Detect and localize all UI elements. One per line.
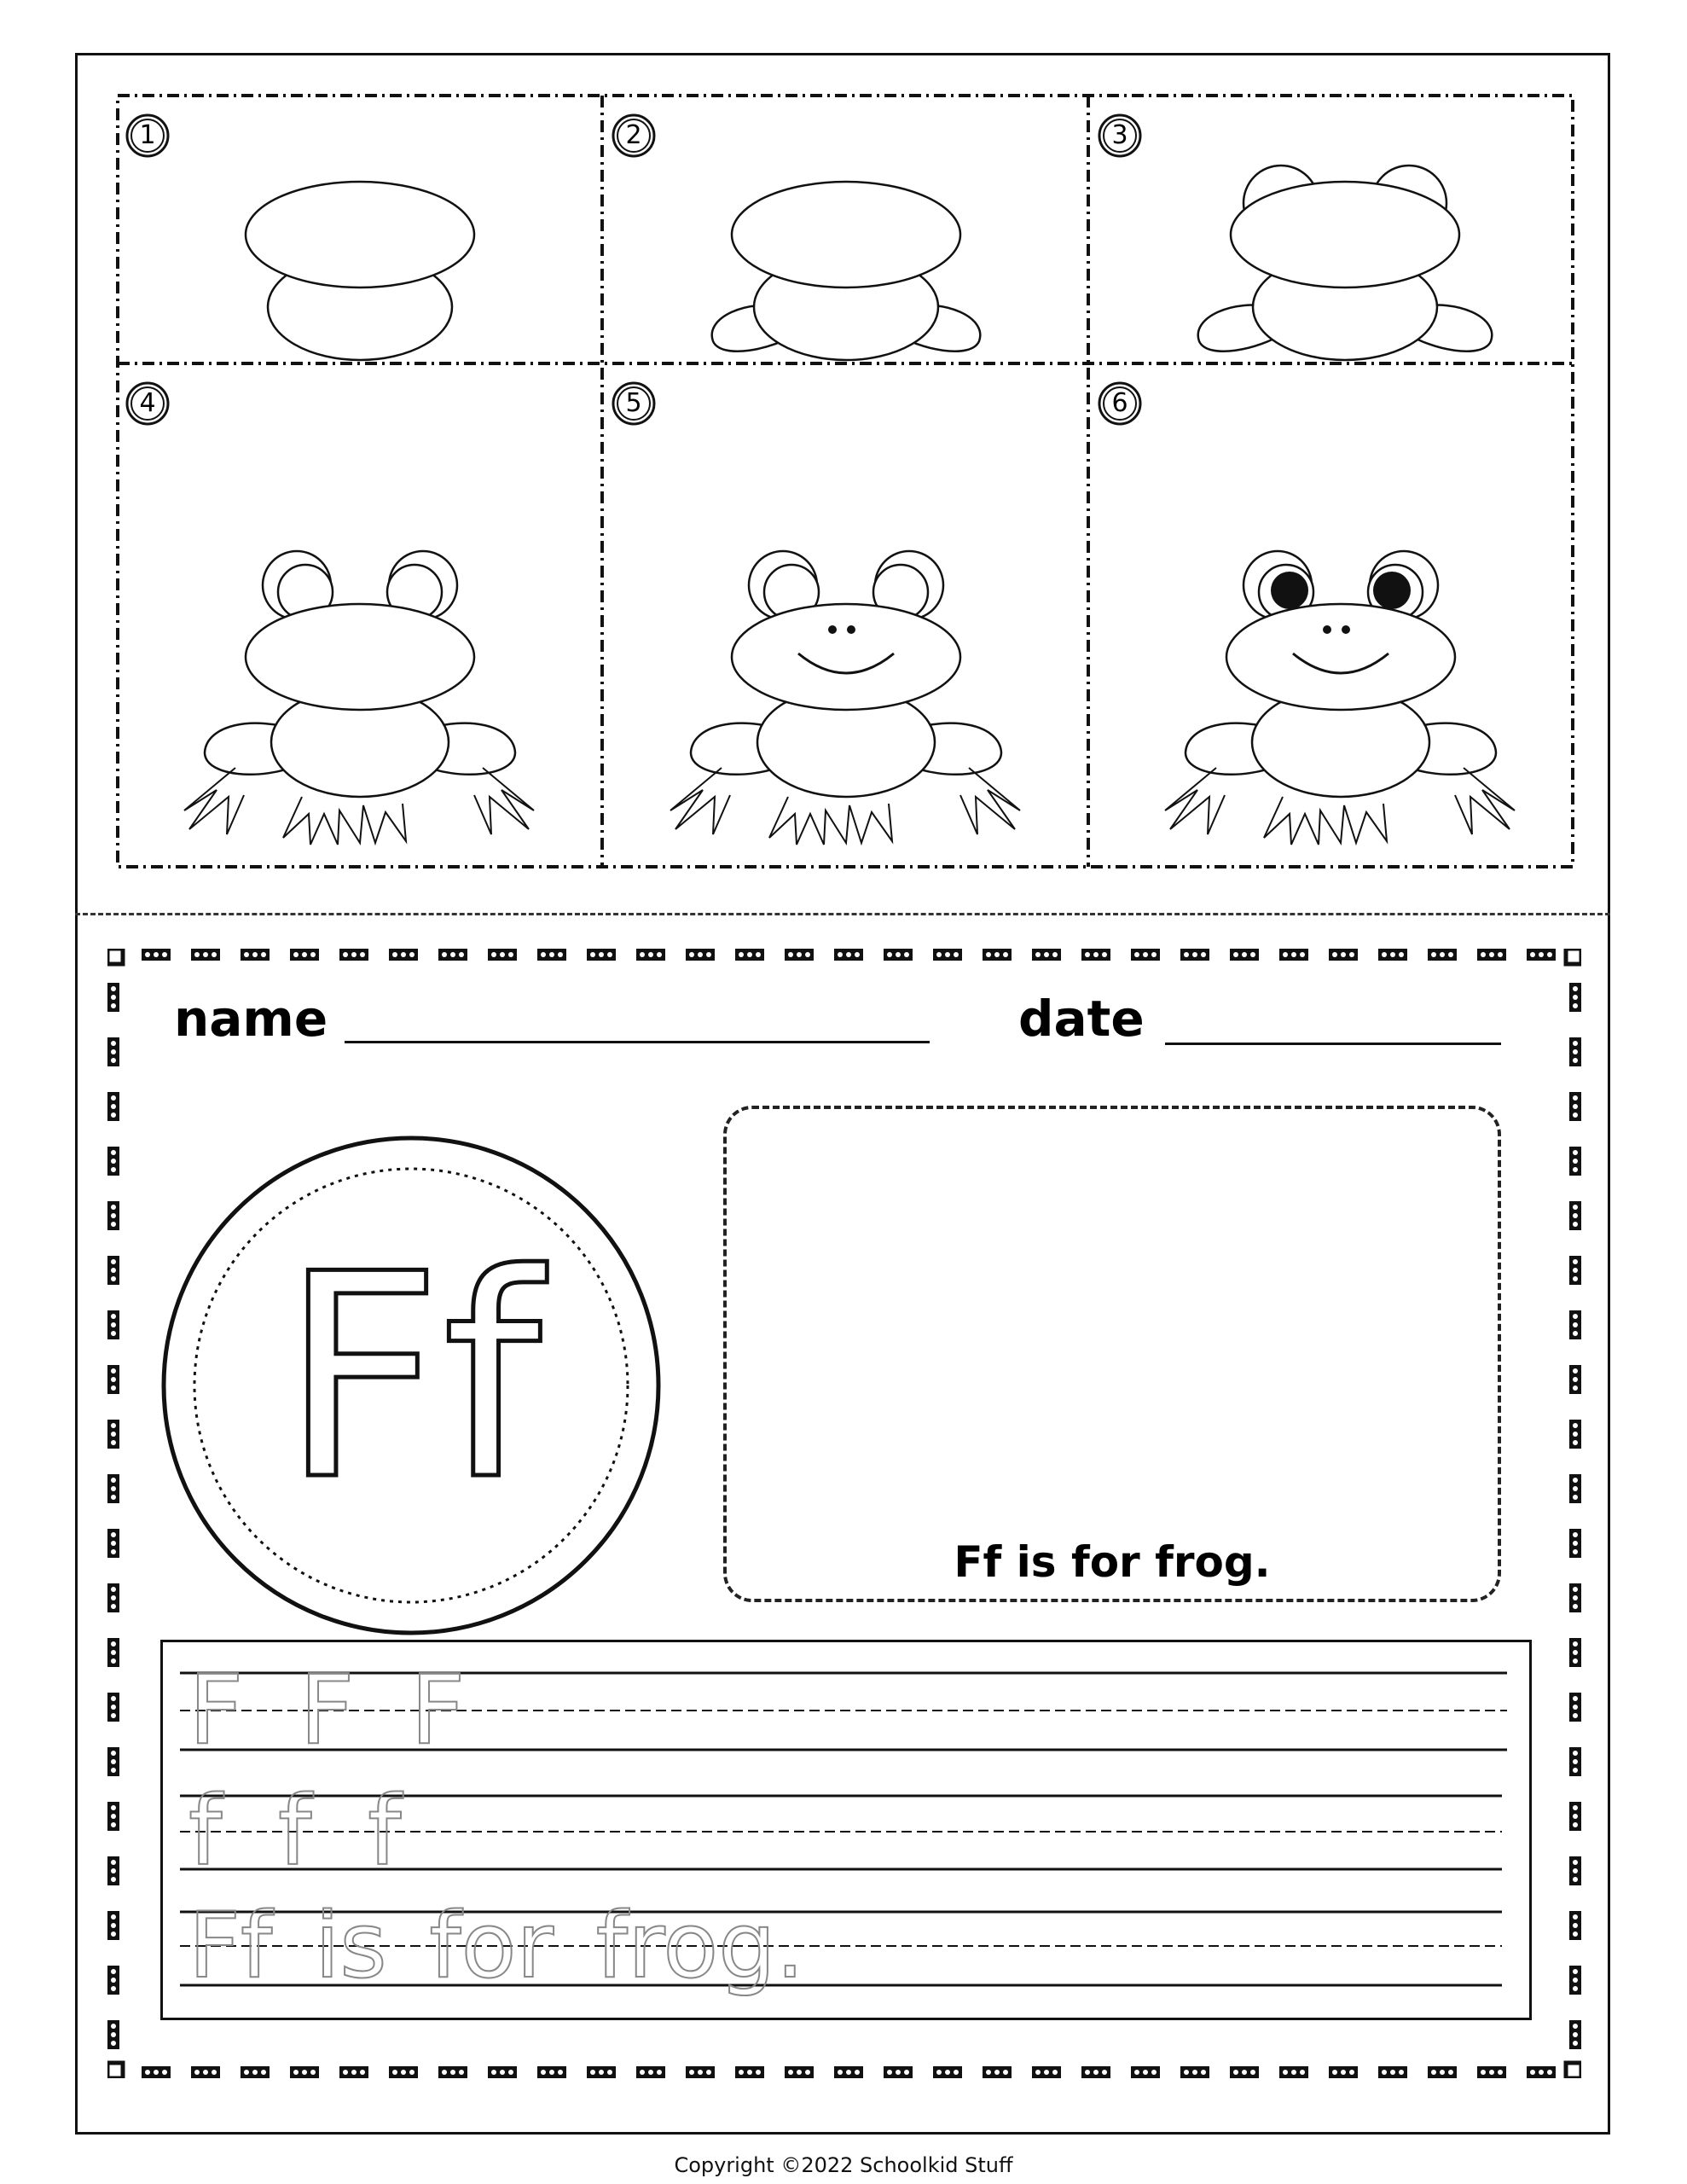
- trace-line-lowercase[interactable]: f f f: [188, 1776, 402, 1887]
- date-input-line[interactable]: [1165, 1043, 1501, 1045]
- letter-circle: [159, 1133, 664, 1638]
- handwriting-practice-box: [160, 1640, 1532, 2020]
- drawing-steps-grid: [116, 94, 1574, 868]
- frog-step-6: [1165, 551, 1515, 845]
- trace-line-sentence[interactable]: Ff is for frog.: [188, 1893, 805, 1998]
- drawing-box[interactable]: [723, 1106, 1501, 1602]
- picture-caption: Ff is for frog.: [954, 1537, 1271, 1587]
- step-number: 5: [625, 388, 642, 418]
- name-input-line[interactable]: [345, 1041, 930, 1043]
- big-letters: Ff: [281, 1214, 542, 1542]
- step-number: 2: [625, 120, 642, 150]
- frog-drawings: [116, 94, 1574, 868]
- frog-step-5: [670, 551, 1020, 845]
- step-number: 6: [1111, 388, 1128, 418]
- trace-line-uppercase[interactable]: F F F: [188, 1655, 466, 1766]
- step-number: 4: [139, 388, 156, 418]
- frog-step-1: [246, 182, 474, 360]
- date-label: date: [1018, 990, 1145, 1048]
- copyright-text: Copyright ©2022 Schoolkid Stuff: [674, 2153, 1013, 2177]
- frog-step-3: [1198, 166, 1493, 360]
- step-number: 1: [139, 120, 156, 150]
- name-label: name: [174, 990, 328, 1048]
- frog-step-4: [184, 551, 534, 845]
- step-number: 3: [1111, 120, 1128, 150]
- frog-step-2: [712, 182, 981, 360]
- cut-line: [75, 913, 1610, 915]
